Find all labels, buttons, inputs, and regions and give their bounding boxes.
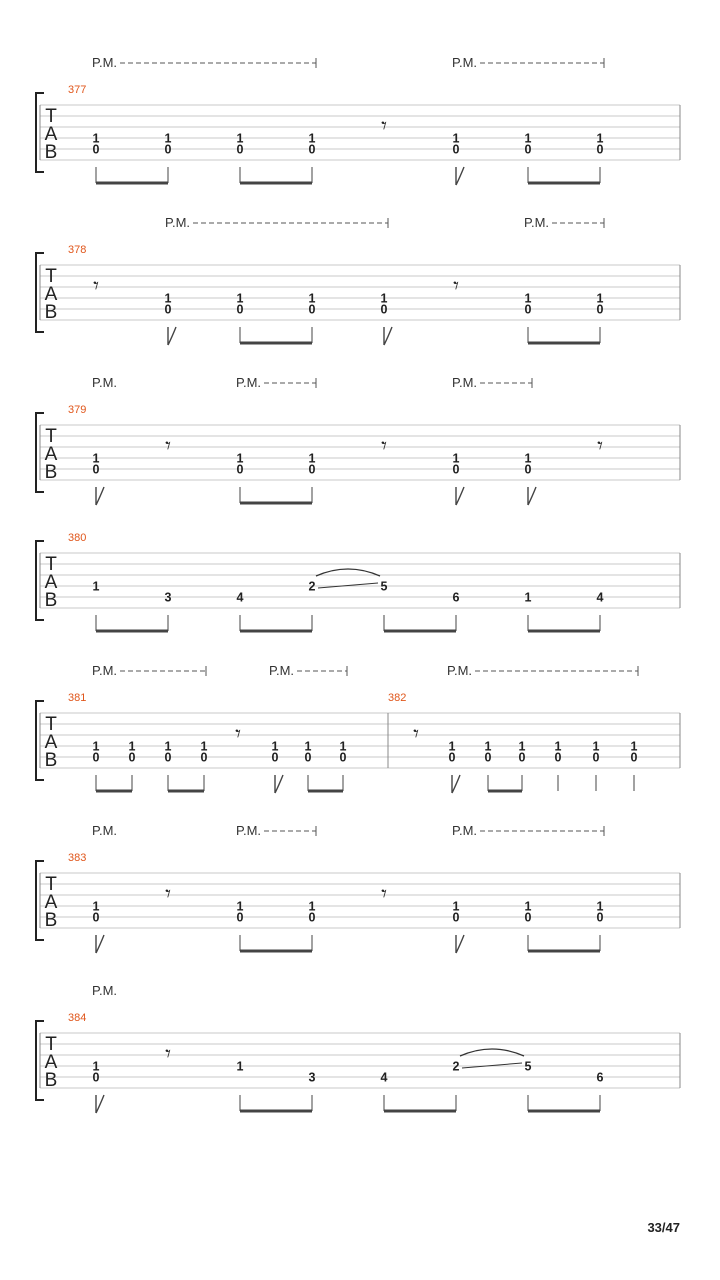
fret-number: 1 <box>524 899 532 914</box>
fret-number: 0 <box>554 750 562 765</box>
palm-mute-label: P.M. <box>447 663 473 678</box>
palm-mute-label: P.M. <box>452 375 478 390</box>
tab-clef-letter: B <box>44 910 58 931</box>
palm-mute-label: P.M. <box>236 823 262 838</box>
fret-number: 0 <box>518 750 526 765</box>
note-stem-flag <box>528 487 536 505</box>
fret-number: 0 <box>236 142 244 157</box>
measure-number: 378 <box>68 244 87 256</box>
fret-number: 0 <box>236 462 244 477</box>
fret-number: 0 <box>524 142 532 157</box>
fret-number: 1 <box>452 899 460 914</box>
tab-clef-letter: B <box>44 1070 58 1091</box>
note-stem-flag <box>452 775 460 793</box>
tab-clef-letter: A <box>44 732 58 753</box>
note-stem-flag <box>96 1095 104 1113</box>
fret-number: 0 <box>308 462 316 477</box>
fret-number: 1 <box>236 291 244 306</box>
fret-number: 3 <box>164 590 172 605</box>
fret-number: 0 <box>92 142 100 157</box>
fret-number: 1 <box>236 131 244 146</box>
eighth-rest: 𝄾 <box>453 274 459 299</box>
fret-number: 0 <box>92 750 100 765</box>
fret-number: 0 <box>452 910 460 925</box>
fret-number: 0 <box>592 750 600 765</box>
fret-number: 4 <box>236 590 244 605</box>
tab-clef-letter: B <box>44 142 58 163</box>
palm-mute-label: P.M. <box>92 823 118 838</box>
tab-clef-letter: A <box>44 124 58 145</box>
note-stem-flag <box>384 327 392 345</box>
fret-number: 1 <box>164 291 172 306</box>
note-stem-flag <box>456 167 464 185</box>
fret-number: 6 <box>452 590 460 605</box>
note-stem-flag <box>456 935 464 953</box>
eighth-rest: 𝄾 <box>165 1042 171 1067</box>
fret-number: 1 <box>596 131 604 146</box>
fret-number: 0 <box>236 910 244 925</box>
palm-mute-label: P.M. <box>165 215 191 230</box>
tab-clef-letter: B <box>44 750 58 771</box>
fret-number: 0 <box>339 750 347 765</box>
fret-number: 1 <box>200 739 208 754</box>
fret-number: 0 <box>308 142 316 157</box>
fret-number: 1 <box>271 739 279 754</box>
fret-number: 1 <box>596 899 604 914</box>
fret-number: 0 <box>524 910 532 925</box>
fret-number: 1 <box>92 579 100 594</box>
fret-number: 1 <box>452 131 460 146</box>
tab-clef-letter: B <box>44 302 58 323</box>
fret-number: 0 <box>304 750 312 765</box>
tab-clef-letter: T <box>45 1034 57 1055</box>
fret-number: 4 <box>596 590 604 605</box>
fret-number: 1 <box>308 131 316 146</box>
palm-mute-label: P.M. <box>236 375 262 390</box>
fret-number: 2 <box>308 579 316 594</box>
tab-clef-letter: A <box>44 892 58 913</box>
fret-number: 1 <box>518 739 526 754</box>
fret-number: 1 <box>554 739 562 754</box>
fret-number: 1 <box>308 291 316 306</box>
eighth-rest: 𝄾 <box>93 274 99 299</box>
fret-number: 1 <box>308 451 316 466</box>
eighth-rest: 𝄾 <box>165 434 171 459</box>
fret-number: 0 <box>92 1070 100 1085</box>
fret-number: 0 <box>92 462 100 477</box>
fret-number: 5 <box>380 579 388 594</box>
measure-number: 377 <box>68 84 87 96</box>
tab-clef-letter: T <box>45 266 57 287</box>
fret-number: 0 <box>380 302 388 317</box>
tab-clef-letter: T <box>45 426 57 447</box>
fret-number: 0 <box>630 750 638 765</box>
palm-mute-label: P.M. <box>92 375 118 390</box>
page-number: 33/47 <box>647 1220 680 1235</box>
fret-number: 0 <box>484 750 492 765</box>
fret-number: 1 <box>380 291 388 306</box>
eighth-rest: 𝄾 <box>165 882 171 907</box>
fret-number: 1 <box>452 451 460 466</box>
measure-number: 383 <box>68 852 87 864</box>
tab-clef-letter: T <box>45 106 57 127</box>
palm-mute-label: P.M. <box>452 55 478 70</box>
tab-clef-letter: A <box>44 284 58 305</box>
fret-number: 1 <box>596 291 604 306</box>
fret-number: 2 <box>452 1059 460 1074</box>
fret-number: 4 <box>380 1070 388 1085</box>
eighth-rest: 𝄾 <box>413 722 419 747</box>
fret-number: 1 <box>592 739 600 754</box>
eighth-rest: 𝄾 <box>381 434 387 459</box>
note-stem-flag <box>96 487 104 505</box>
measure-number: 379 <box>68 404 87 416</box>
fret-number: 1 <box>484 739 492 754</box>
tab-clef-letter: A <box>44 1052 58 1073</box>
fret-number: 1 <box>92 899 100 914</box>
fret-number: 3 <box>308 1070 316 1085</box>
fret-number: 0 <box>308 910 316 925</box>
measure-number: 381 <box>68 692 87 704</box>
fret-number: 0 <box>596 910 604 925</box>
fret-number: 0 <box>452 142 460 157</box>
tab-clef-letter: T <box>45 714 57 735</box>
fret-number: 6 <box>596 1070 604 1085</box>
eighth-rest: 𝄾 <box>597 434 603 459</box>
fret-number: 1 <box>164 131 172 146</box>
fret-number: 0 <box>452 462 460 477</box>
fret-number: 1 <box>92 739 100 754</box>
fret-number: 1 <box>524 451 532 466</box>
measure-number: 380 <box>68 532 87 544</box>
fret-number: 1 <box>236 899 244 914</box>
palm-mute-label: P.M. <box>92 663 118 678</box>
measure-number: 384 <box>68 1012 87 1024</box>
fret-number: 0 <box>308 302 316 317</box>
fret-number: 0 <box>236 302 244 317</box>
fret-number: 0 <box>164 750 172 765</box>
palm-mute-label: P.M. <box>92 55 118 70</box>
tab-clef-letter: T <box>45 554 57 575</box>
tab-clef-letter: B <box>44 590 58 611</box>
fret-number: 0 <box>596 302 604 317</box>
fret-number: 1 <box>524 291 532 306</box>
tab-clef-letter: B <box>44 462 58 483</box>
fret-number: 0 <box>164 302 172 317</box>
palm-mute-label: P.M. <box>92 983 118 998</box>
note-stem-flag <box>456 487 464 505</box>
fret-number: 0 <box>164 142 172 157</box>
fret-number: 0 <box>448 750 456 765</box>
fret-number: 1 <box>92 131 100 146</box>
fret-number: 0 <box>271 750 279 765</box>
fret-number: 1 <box>448 739 456 754</box>
measure-number: 382 <box>388 692 407 704</box>
fret-number: 0 <box>596 142 604 157</box>
fret-number: 1 <box>524 131 532 146</box>
fret-number: 1 <box>164 739 172 754</box>
eighth-rest: 𝄾 <box>235 722 241 747</box>
tab-clef-letter: A <box>44 444 58 465</box>
tab-clef-letter: T <box>45 874 57 895</box>
fret-number: 1 <box>92 451 100 466</box>
eighth-rest: 𝄾 <box>381 114 387 139</box>
note-stem-flag <box>168 327 176 345</box>
fret-number: 0 <box>524 462 532 477</box>
note-stem-flag <box>96 935 104 953</box>
palm-mute-label: P.M. <box>269 663 295 678</box>
palm-mute-label: P.M. <box>524 215 550 230</box>
fret-number: 0 <box>128 750 136 765</box>
fret-number: 1 <box>128 739 136 754</box>
fret-number: 1 <box>304 739 312 754</box>
fret-number: 1 <box>524 590 532 605</box>
fret-number: 0 <box>524 302 532 317</box>
fret-number: 1 <box>92 1059 100 1074</box>
note-stem-flag <box>275 775 283 793</box>
fret-number: 0 <box>200 750 208 765</box>
fret-number: 0 <box>92 910 100 925</box>
palm-mute-label: P.M. <box>452 823 478 838</box>
fret-number: 1 <box>308 899 316 914</box>
fret-number: 1 <box>630 739 638 754</box>
tab-clef-letter: A <box>44 572 58 593</box>
fret-number: 1 <box>236 451 244 466</box>
fret-number: 1 <box>339 739 347 754</box>
fret-number: 5 <box>524 1059 532 1074</box>
eighth-rest: 𝄾 <box>381 882 387 907</box>
fret-number: 1 <box>236 1059 244 1074</box>
